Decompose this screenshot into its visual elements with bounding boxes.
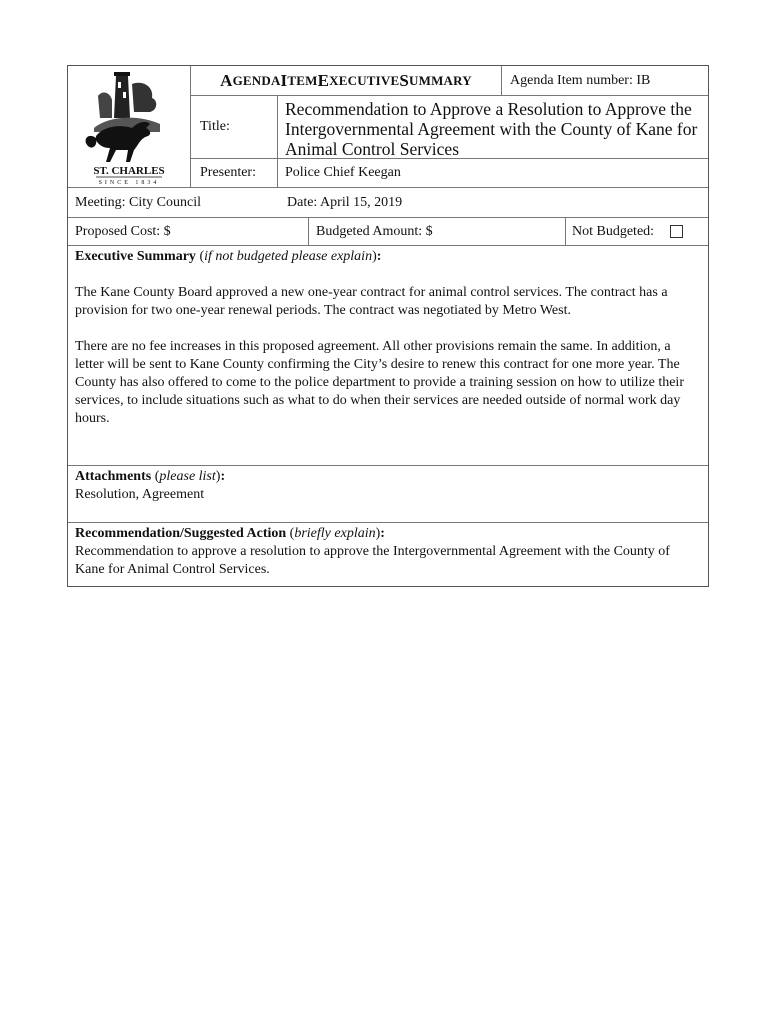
- recommendation-value: Recommendation to approve a resolution to approve the Intergovernmental Agreement with the County of Kane for Animal Control Services.: [75, 544, 670, 577]
- executive-summary-section: [68, 246, 708, 466]
- presenter-value: Police Chief Keegan: [285, 165, 401, 180]
- executive-summary-para2: There are no fee increases in this proposed agreement. All other provisions remain the same. In addition, a letter will be sent to Kane County confirming the City’s desire to renew this contract for one more year. The County has also offered to come to the police department to provide a training session on how to utilize their services, to include situations such as what to do when their services are needed outside of normal work day hours.: [75, 339, 684, 426]
- agenda-item-number: Agenda Item number: IB: [510, 72, 651, 88]
- presenter-label: Presenter:: [191, 159, 278, 187]
- cost-row: [68, 218, 708, 246]
- recommendation-section: [68, 523, 708, 586]
- header-block: [68, 66, 708, 188]
- fox-lighthouse-logo-icon: [68, 66, 190, 186]
- budgeted-amount: Budgeted Amount: $: [309, 218, 566, 245]
- title-row: [191, 96, 708, 159]
- logo-since: SINCE 1834: [98, 180, 160, 186]
- form-title: A GENDA I TEM E XECUTIVE S UMMARY: [191, 66, 502, 95]
- date-field: Date: April 15, 2019: [287, 194, 403, 210]
- executive-summary-heading: Executive Summary (if not budgeted please explain):: [75, 249, 382, 264]
- agenda-form: [67, 65, 709, 587]
- attachments-value: Resolution, Agreement: [75, 487, 205, 502]
- header-right: [191, 66, 708, 187]
- logo-name: ST. CHARLES: [93, 165, 165, 177]
- title-label: Title:: [191, 96, 278, 158]
- presenter-row: [191, 159, 708, 187]
- not-budgeted-checkbox[interactable]: [670, 225, 683, 238]
- not-budgeted-label: Not Budgeted:: [572, 223, 655, 239]
- recommendation-heading: Recommendation/Suggested Action (briefly explain):: [75, 526, 385, 541]
- meeting-row: [68, 188, 708, 218]
- logo-cell: [68, 66, 191, 187]
- proposed-cost: Proposed Cost: $: [68, 218, 309, 245]
- meeting-field: Meeting: City Council: [75, 194, 201, 210]
- not-budgeted: [566, 218, 708, 245]
- executive-summary-para1: The Kane County Board approved a new one-year contract for animal control services. The contract has a provision for two one-year renewal periods. The contract was negotiated by Metro West.: [75, 285, 668, 318]
- header-title-row: [191, 66, 708, 96]
- attachments-section: [68, 466, 708, 523]
- attachments-heading: Attachments (please list):: [75, 469, 226, 484]
- title-value: Recommendation to Approve a Resolution to Approve the Intergovernmental Agreement with the County of Kane for Animal Control Services: [285, 99, 698, 159]
